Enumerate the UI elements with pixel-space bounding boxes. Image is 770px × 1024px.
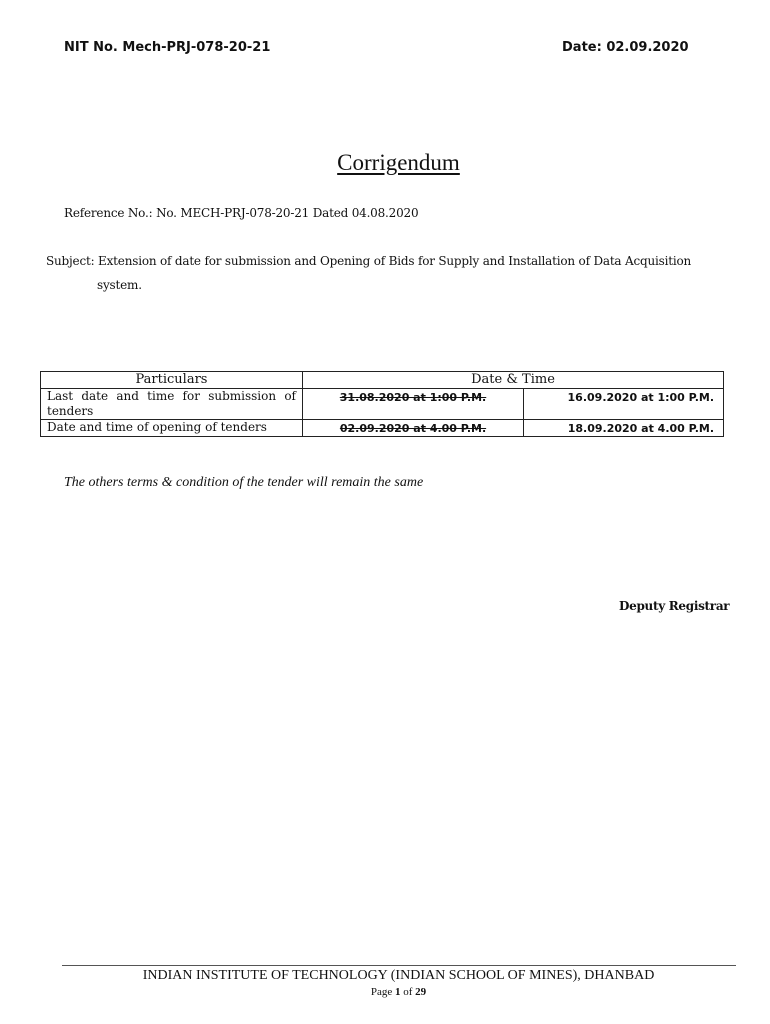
footer-institute: INDIAN INSTITUTE OF TECHNOLOGY (INDIAN SCHOOL OF MINES), DHANBAD: [142, 968, 655, 983]
footer-divider: [62, 965, 736, 966]
old-date-struck: 31.08.2020 at 1:00 P.M.: [339, 391, 487, 404]
page-title: Corrigendum: [337, 150, 460, 175]
particular-cell: Date and time of opening of tenders: [41, 420, 303, 437]
nit-number: NIT No. Mech-PRJ-078-20-21: [64, 40, 271, 55]
page-total: 29: [415, 986, 427, 998]
subject-line: Subject: Extension of date for submission and Opening of Bids for Supply and Installation of Data Acquisition: [46, 254, 692, 268]
terms-note: The others terms & condition of the tender will remain the same: [64, 475, 424, 490]
header-date-time: Date & Time: [303, 372, 724, 389]
page-current: 1: [394, 986, 401, 998]
corrigendum-table: [40, 371, 724, 437]
page-number: [0, 986, 770, 998]
page-label: Page: [370, 986, 393, 998]
page-of: of: [403, 986, 413, 998]
old-date-struck: 02.09.2020 at 4.00 P.M.: [339, 422, 487, 435]
header-particulars: Particulars: [41, 372, 303, 389]
old-date-cell: [303, 389, 524, 420]
old-date-cell: [303, 420, 524, 437]
new-date-cell: 18.09.2020 at 4.00 P.M.: [524, 420, 724, 437]
document-date: Date: 02.09.2020: [562, 40, 689, 55]
signatory-title: Deputy Registrar: [619, 599, 730, 613]
new-date-cell: 16.09.2020 at 1:00 P.M.: [524, 389, 724, 420]
table-row: [41, 389, 724, 420]
table-row: [41, 420, 724, 437]
subject-line-continued: system.: [97, 278, 142, 292]
reference-line: Reference No.: No. MECH-PRJ-078-20-21 Dated 04.08.2020: [64, 206, 419, 220]
particular-cell: Last date and time for submission of tenders: [41, 389, 303, 420]
table-header-row: [41, 372, 724, 389]
